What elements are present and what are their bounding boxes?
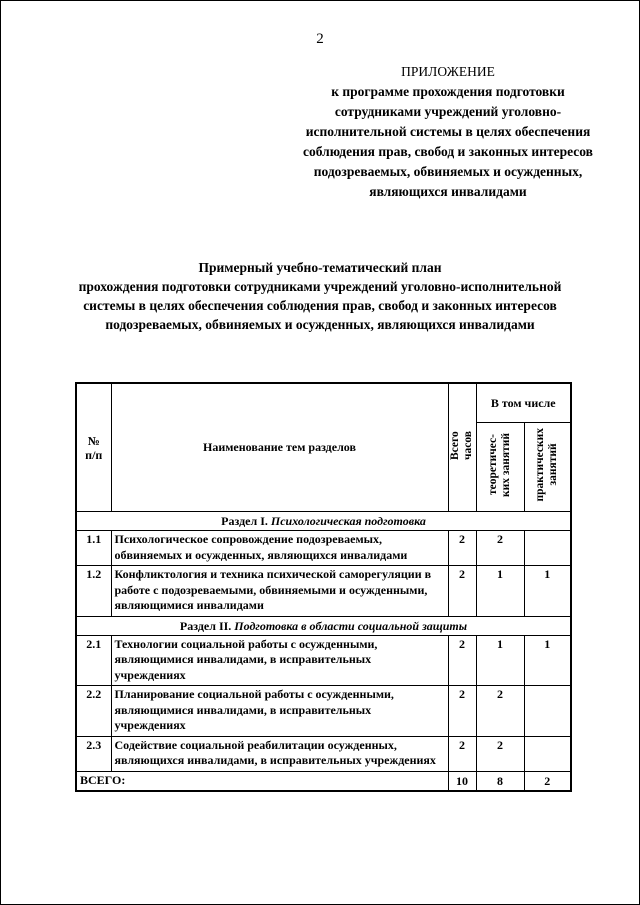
appendix-block <box>285 62 611 202</box>
table-section-row <box>76 616 571 635</box>
title-line: Примерный учебно-тематический план <box>198 260 442 275</box>
appendix-body <box>285 82 611 202</box>
table-row <box>76 566 571 617</box>
row-name: Технологии социальной работы с осужденными, являющимися инвалидами, в исправительных учреждениях <box>111 635 448 686</box>
row-num: 1.1 <box>76 531 111 566</box>
row-theory: 1 <box>476 635 524 686</box>
vertical-label-line: практических <box>534 428 547 502</box>
col-header-theory <box>476 423 524 512</box>
section-heading <box>76 512 571 531</box>
appendix-line: соблюдения прав, свобод и законных интересов <box>303 144 593 159</box>
document-title <box>1 258 639 334</box>
row-num: 2.1 <box>76 635 111 686</box>
vertical-label-line: Всего <box>449 431 461 460</box>
appendix-line: являющихся инвалидами <box>369 184 527 199</box>
vertical-label-line: ких занятий <box>500 433 512 497</box>
row-theory: 2 <box>476 531 524 566</box>
theory-vertical-label <box>487 433 513 497</box>
curriculum-table <box>75 382 572 792</box>
section-prefix: Раздел I. <box>221 514 268 528</box>
total-hours: 10 <box>448 771 476 791</box>
title-line: подозреваемых, обвиняемых и осужденных, являющихся инвалидами <box>105 317 535 332</box>
total-label: ВСЕГО: <box>76 771 448 791</box>
row-num: 2.3 <box>76 736 111 771</box>
col-header-name <box>111 383 448 512</box>
row-practice <box>524 531 571 566</box>
appendix-line: к программе прохождения подготовки <box>331 84 565 99</box>
col-header-including <box>476 383 571 423</box>
row-theory: 2 <box>476 686 524 737</box>
row-name: Планирование социальной работы с осужденными, являющимися инвалидами, в исправительных учреждениях <box>111 686 448 737</box>
row-theory: 2 <box>476 736 524 771</box>
row-num: 1.2 <box>76 566 111 617</box>
col-header-total-hours <box>448 383 476 512</box>
total-theory: 8 <box>476 771 524 791</box>
title-line: системы в целях обеспечения соблюдения прав, свобод и законных интересов <box>83 298 557 313</box>
table-row <box>76 635 571 686</box>
row-practice: 1 <box>524 635 571 686</box>
row-practice: 1 <box>524 566 571 617</box>
appendix-title: ПРИЛОЖЕНИЕ <box>401 64 495 79</box>
table-section-row <box>76 512 571 531</box>
total-practice: 2 <box>524 771 571 791</box>
table-row <box>76 531 571 566</box>
page-number: 2 <box>316 31 324 47</box>
vertical-label-line: часов <box>462 430 474 460</box>
row-name: Содействие социальной реабилитации осужденных, являющихся инвалидами, в исправительных учреждениях <box>111 736 448 771</box>
row-practice <box>524 686 571 737</box>
col-header-num-line: № <box>87 433 100 448</box>
section-title: Психологическая подготовка <box>270 514 426 528</box>
row-practice <box>524 736 571 771</box>
practice-vertical-label <box>534 428 560 502</box>
section-title: Подготовка в области социальной защиты <box>234 618 468 633</box>
appendix-line: сотрудниками учреждений уголовно- <box>334 104 562 119</box>
section-prefix: Раздел II. <box>179 618 232 633</box>
col-header-including-label: В том числе <box>490 395 556 410</box>
row-total: 2 <box>448 531 476 566</box>
row-total: 2 <box>448 566 476 617</box>
appendix-line: подозреваемых, обвиняемых и осужденных, <box>313 164 583 179</box>
col-header-name-label: Наименование тем разделов <box>203 440 356 454</box>
row-name: Психологическое сопровождение подозреваемых, обвиняемых и осужденных, являющихся инвалидами <box>111 531 448 566</box>
row-theory: 1 <box>476 566 524 617</box>
row-total: 2 <box>448 635 476 686</box>
col-header-num <box>76 383 111 512</box>
row-total: 2 <box>448 736 476 771</box>
vertical-label-line: занятий <box>547 443 560 487</box>
vertical-label-line: теоретичес- <box>487 434 499 496</box>
title-line: прохождения подготовки сотрудниками учреждений уголовно-исполнительной <box>78 279 562 294</box>
section-heading <box>76 616 571 635</box>
col-header-num-line: п/п <box>85 447 103 462</box>
table-total-row <box>76 771 571 791</box>
table-row <box>76 736 571 771</box>
total-hours-vertical-label <box>449 431 475 460</box>
row-name: Конфликтология и техника психической саморегуляции в работе с подозреваемыми, обвиняемыми и осужденными, являющимися инвалидами <box>111 566 448 617</box>
row-num: 2.2 <box>76 686 111 737</box>
col-header-practice <box>524 423 571 512</box>
appendix-line: исполнительной системы в целях обеспечения <box>305 124 591 139</box>
row-total: 2 <box>448 686 476 737</box>
table-row <box>76 686 571 737</box>
